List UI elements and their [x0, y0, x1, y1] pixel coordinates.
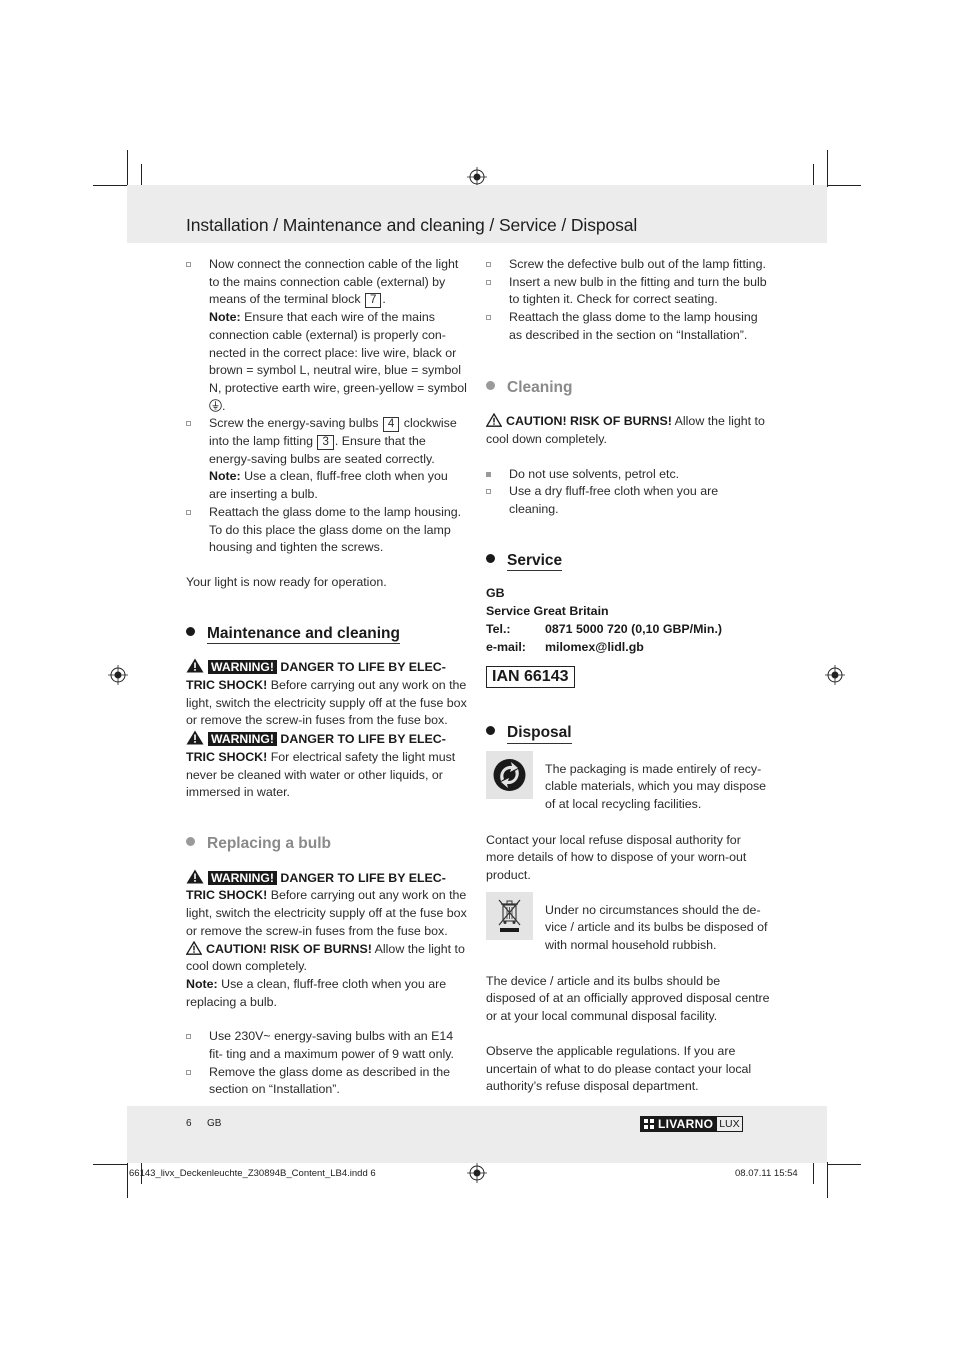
- note-paragraph: Note: Use a clean, fluff-free cloth when you are replacing a bulb.: [186, 976, 447, 1009]
- checkbox-bullet-icon: [486, 489, 491, 494]
- list-item: Insert a new bulb in the fitting and turn the bulb to tighten it. Check for correct seating.: [486, 274, 770, 309]
- checkbox-bullet-icon: [186, 1070, 191, 1075]
- language-code: GB: [207, 1118, 222, 1129]
- bullet-dot-icon: [186, 837, 195, 846]
- ready-text: Your light is now ready for operation.: [186, 574, 387, 589]
- bullet-dot-icon: [486, 554, 495, 563]
- registration-mark-icon: [108, 665, 128, 685]
- brand-suffix: LUX: [716, 1116, 742, 1132]
- checkbox-bullet-icon: [186, 262, 191, 267]
- bullet-dot-icon: [486, 381, 495, 390]
- brand-mark: LIVARNO: [640, 1116, 716, 1132]
- weee-icon-box: [486, 892, 533, 940]
- brand-grid-icon: [644, 1119, 655, 1130]
- warning-label: WARNING!: [208, 871, 277, 885]
- warning-paragraph: WARNING! DANGER TO LIFE BY ELEC- TRIC SHOCK! For electrical safety the light must never be cleaned with water or other liquids, or immersed in water.: [186, 732, 456, 800]
- section-heading: Replacing a bulb: [186, 835, 468, 854]
- list-item: Use 230V~ energy-saving bulbs with an E14 fit- ting and a maximum power of 9 watt only.: [186, 1028, 468, 1063]
- warning-label: WARNING!: [208, 660, 277, 674]
- square-bullet-icon: [486, 472, 491, 477]
- list-item: Screw the energy-saving bulbs 4 clockwise into the lamp fitting 3 . Ensure that the energy-saving bulbs are seated correctly. Note: Use a clean, fluff-free cloth when you are inserting a bulb.: [186, 415, 468, 504]
- ian-number: IAN 66143: [486, 666, 575, 688]
- caution-triangle-icon: [486, 413, 502, 427]
- list-item: Remove the glass dome as described in the section on “Installation”.: [186, 1064, 468, 1099]
- weee-block: Under no circumstances should the de- vice / article and its bulbs be disposed of with normal household rubbish.: [545, 902, 768, 953]
- livarno-lux-logo: [640, 1116, 768, 1132]
- earth-ground-icon: [209, 399, 222, 412]
- right-column: [486, 256, 770, 1096]
- crop-mark: [827, 150, 828, 187]
- registration-mark-icon: [467, 1163, 487, 1183]
- section-heading: Maintenance and cleaning: [186, 625, 468, 645]
- observe-paragraph: Observe the applicable regulations. If you are uncertain of what to do please contact your local authority’s refuse disposal department.: [486, 1043, 752, 1094]
- caution-triangle-icon: [186, 941, 202, 955]
- registration-mark-icon: [467, 167, 487, 187]
- device-paragraph: The device / article and its bulbs should be disposed of at an officially approved disposal centre or at your local communal disposal facility.: [486, 973, 770, 1024]
- checkbox-bullet-icon: [186, 421, 191, 426]
- checkbox-bullet-icon: [186, 510, 191, 515]
- section-heading: Cleaning: [486, 379, 770, 398]
- list-item: Use a dry fluff-free cloth when you are cleaning.: [486, 483, 770, 518]
- list-item: Reattach the glass dome to the lamp housing as described in the section on “Installation”.: [486, 309, 770, 344]
- service-contact: Tel.: 0871 5000 720 (0,10 GBP/Min.) e-mail: milomex@lidl.gb: [486, 621, 770, 656]
- contact-paragraph: Contact your local refuse disposal authority for more details of how to dispose of your worn-out product.: [486, 832, 747, 883]
- ref-tag: 7: [365, 293, 381, 308]
- warning-triangle-icon: [186, 658, 204, 673]
- warning-paragraph: WARNING! DANGER TO LIFE BY ELEC- TRIC SHOCK! Before carrying out any work on the light, switch the electricity supply off at the fuse box or remove the screw-in fuses from the fuse box.: [186, 660, 467, 728]
- page-title: Installation / Maintenance and cleaning / Service / Disposal: [186, 215, 638, 235]
- section-heading: Disposal: [486, 724, 770, 744]
- checkbox-bullet-icon: [486, 280, 491, 285]
- caution-paragraph: CAUTION! RISK OF BURNS! Allow the light to cool down completely.: [486, 414, 765, 446]
- section-heading: Service: [486, 552, 770, 572]
- ref-tag: 3: [317, 435, 333, 450]
- crop-mark: [827, 185, 861, 186]
- crop-mark: [813, 164, 814, 187]
- bullet-dot-icon: [186, 627, 195, 636]
- crossed-bin-icon: [486, 892, 533, 940]
- warning-paragraph: WARNING! DANGER TO LIFE BY ELEC- TRIC SHOCK! Before carrying out any work on the light, switch the electricity supply off at the fuse box or remove the screw-in fuses from the fuse box.: [186, 870, 467, 938]
- slug-filename: 66143_livx_Deckenleuchte_Z30894B_Content_LB4.indd 6: [129, 1168, 376, 1179]
- service-phone: 0871 5000 720 (0,10 GBP/Min.): [545, 621, 723, 636]
- page-number: 6: [186, 1118, 192, 1129]
- crop-mark: [827, 1162, 828, 1198]
- footer-band: [127, 1106, 827, 1163]
- list-item: Now connect the connection cable of the light to the mains connection cable (external) by means of the terminal block 7 . Note: Ensure that each wire of the mains connection cable (external) is properly con- nected in the correct place: live wire, black or brown = symbol L, neutral wire, blue = symbol N, protective earth wire, green-yellow = symbol .: [186, 256, 468, 415]
- crop-mark: [93, 1164, 127, 1165]
- slug-date: 08.07.11 15:54: [735, 1168, 798, 1179]
- warning-triangle-icon: [186, 869, 204, 884]
- recycling-icon-box: [486, 751, 533, 799]
- caution-paragraph: CAUTION! RISK OF BURNS! Allow the light to cool down completely.: [186, 941, 465, 974]
- crop-mark: [141, 164, 142, 187]
- list-item: Reattach the glass dome to the lamp housing. To do this place the glass dome on the lamp housing and tighten the screws.: [186, 504, 468, 557]
- crop-mark: [127, 150, 128, 187]
- registration-mark-icon: [825, 665, 845, 685]
- checkbox-bullet-icon: [486, 315, 491, 320]
- crop-mark: [127, 1162, 128, 1198]
- checkbox-bullet-icon: [186, 1034, 191, 1039]
- service-email: milomex@lidl.gb: [545, 639, 644, 654]
- service-block: [486, 585, 770, 688]
- left-column: [186, 256, 468, 1099]
- list-item: Screw the defective bulb out of the lamp fitting.: [486, 256, 770, 274]
- crop-mark: [827, 1164, 861, 1165]
- warning-label: WARNING!: [208, 732, 277, 746]
- checkbox-bullet-icon: [486, 262, 491, 267]
- warning-triangle-icon: [186, 730, 204, 745]
- green-dot-recycling-icon: [486, 751, 533, 799]
- service-name: Service Great Britain: [486, 604, 609, 619]
- packaging-block: The packaging is made entirely of recy- clable materials, which you may dispose of at local recycling facilities.: [545, 761, 767, 812]
- crop-mark: [93, 185, 127, 186]
- service-country: GB: [486, 586, 505, 601]
- bullet-dot-icon: [486, 726, 495, 735]
- list-item: Do not use solvents, petrol etc.: [486, 466, 770, 484]
- crop-mark: [813, 1162, 814, 1184]
- ref-tag: 4: [383, 417, 399, 432]
